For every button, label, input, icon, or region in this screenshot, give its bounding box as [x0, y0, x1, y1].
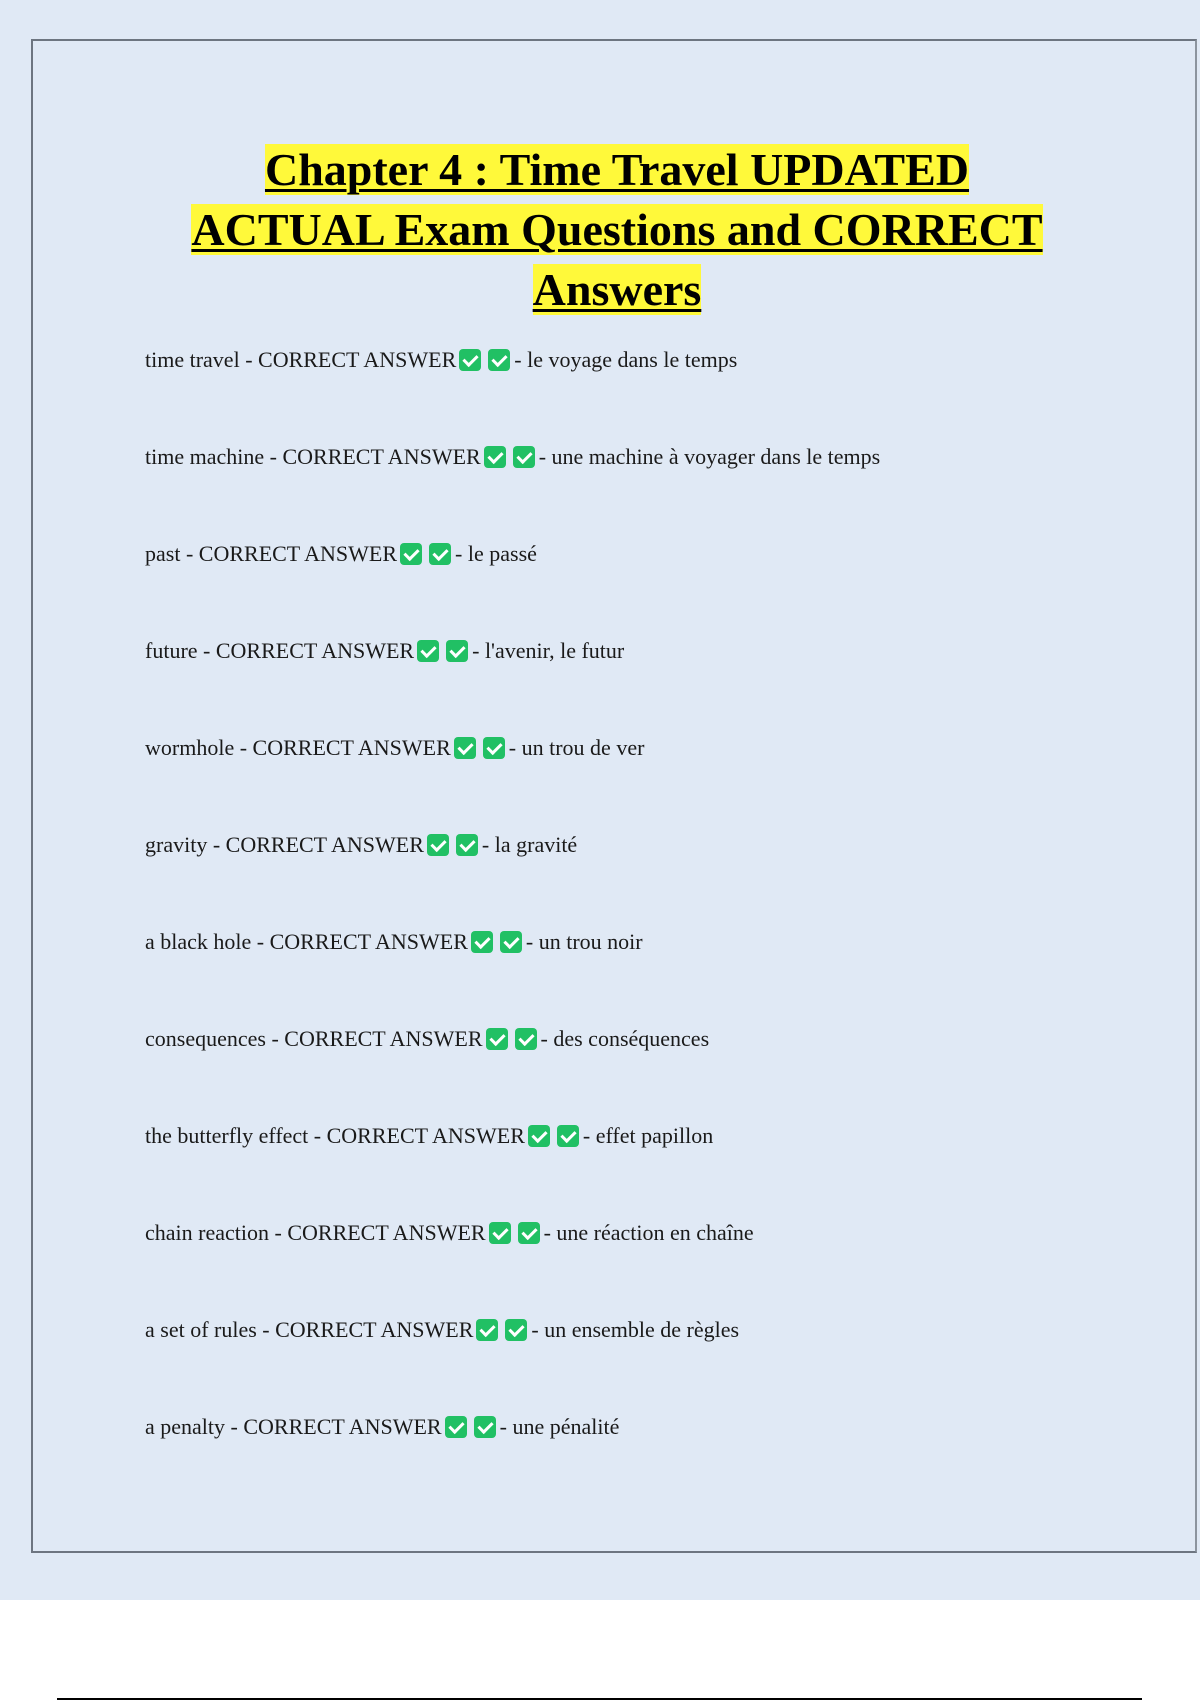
list-item: a penalty - CORRECT ANSWER - une pénalité: [145, 1414, 620, 1439]
question-answer-list: [145, 336, 1145, 1500]
check-box-icon: [557, 1125, 579, 1147]
list-item: wormhole - CORRECT ANSWER - un trou de ver: [145, 735, 645, 760]
correct-answer-label: CORRECT ANSWER: [269, 929, 468, 954]
check-box-icon: [486, 1028, 508, 1050]
check-box-icon: [489, 1222, 511, 1244]
correct-answer-label: CORRECT ANSWER: [275, 1317, 474, 1342]
term-text: a black hole: [145, 929, 252, 954]
correct-answer-label: CORRECT ANSWER: [243, 1414, 442, 1439]
check-box-icon: [488, 349, 510, 371]
list-item: time travel - CORRECT ANSWER - le voyage dans le temps: [145, 347, 738, 372]
correct-answer-label: CORRECT ANSWER: [326, 1123, 525, 1148]
list-item: consequences - CORRECT ANSWER - des conséquences: [145, 1026, 710, 1051]
check-box-icon: [500, 931, 522, 953]
list-item: the butterfly effect - CORRECT ANSWER - effet papillon: [145, 1123, 714, 1148]
list-item: a black hole - CORRECT ANSWER - un trou noir: [145, 929, 643, 954]
correct-answer-label: CORRECT ANSWER: [198, 541, 398, 566]
term-text: a penalty: [145, 1414, 226, 1439]
term-text: wormhole: [145, 735, 235, 760]
term-text: time travel: [145, 347, 240, 372]
answer-text: le passé: [467, 541, 537, 566]
document-title: [60, 140, 1174, 320]
title-line-2: ACTUAL Exam Questions and CORRECT: [191, 204, 1043, 255]
title-line-3: Answers: [532, 264, 702, 315]
check-box-icon: [471, 931, 493, 953]
answer-text: le voyage dans le temps: [527, 347, 738, 372]
list-item: future - CORRECT ANSWER - l'avenir, le futur: [145, 638, 625, 663]
answer-text: une machine à voyager dans le temps: [551, 444, 881, 469]
check-box-icon: [427, 834, 449, 856]
term-text: past: [145, 541, 181, 566]
check-box-icon: [528, 1125, 550, 1147]
check-box-icon: [429, 543, 451, 565]
list-item: past - CORRECT ANSWER - le passé: [145, 541, 537, 566]
term-text: the butterfly effect: [145, 1123, 309, 1148]
check-box-icon: [513, 446, 535, 468]
check-box-icon: [483, 737, 505, 759]
check-box-icon: [518, 1222, 540, 1244]
answer-text: un ensemble de règles: [544, 1317, 740, 1342]
answer-text: l'avenir, le futur: [484, 638, 625, 663]
correct-answer-label: CORRECT ANSWER: [282, 444, 481, 469]
check-box-icon: [400, 543, 422, 565]
answer-text: un trou de ver: [521, 735, 645, 760]
check-box-icon: [454, 737, 476, 759]
answer-text: effet papillon: [595, 1123, 714, 1148]
term-text: a set of rules: [145, 1317, 257, 1342]
list-item: gravity - CORRECT ANSWER - la gravité: [145, 832, 578, 857]
correct-answer-label: CORRECT ANSWER: [225, 832, 424, 857]
term-text: chain reaction: [145, 1220, 269, 1245]
list-item: chain reaction - CORRECT ANSWER - une réaction en chaîne: [145, 1220, 754, 1245]
correct-answer-label: CORRECT ANSWER: [258, 347, 457, 372]
answer-text: une réaction en chaîne: [556, 1220, 754, 1245]
check-box-icon: [445, 1416, 467, 1438]
check-box-icon: [484, 446, 506, 468]
check-box-icon: [476, 1319, 498, 1341]
term-text: future: [145, 638, 198, 663]
answer-text: un trou noir: [538, 929, 643, 954]
correct-answer-label: CORRECT ANSWER: [287, 1220, 486, 1245]
answer-text: la gravité: [494, 832, 578, 857]
check-box-icon: [417, 640, 439, 662]
answer-text: des conséquences: [553, 1026, 710, 1051]
check-box-icon: [505, 1319, 527, 1341]
check-box-icon: [446, 640, 468, 662]
check-box-icon: [456, 834, 478, 856]
term-text: gravity: [145, 832, 208, 857]
term-text: time machine: [145, 444, 265, 469]
list-item: a set of rules - CORRECT ANSWER - un ensemble de règles: [145, 1317, 740, 1342]
list-item: time machine - CORRECT ANSWER - une machine à voyager dans le temps: [145, 444, 881, 469]
answer-text: une pénalité: [512, 1414, 620, 1439]
check-box-icon: [474, 1416, 496, 1438]
correct-answer-label: CORRECT ANSWER: [284, 1026, 483, 1051]
correct-answer-label: CORRECT ANSWER: [252, 735, 451, 760]
title-line-1: Chapter 4 : Time Travel UPDATED: [264, 144, 970, 195]
check-box-icon: [515, 1028, 537, 1050]
term-text: consequences: [145, 1026, 266, 1051]
correct-answer-label: CORRECT ANSWER: [215, 638, 415, 663]
check-box-icon: [459, 349, 481, 371]
